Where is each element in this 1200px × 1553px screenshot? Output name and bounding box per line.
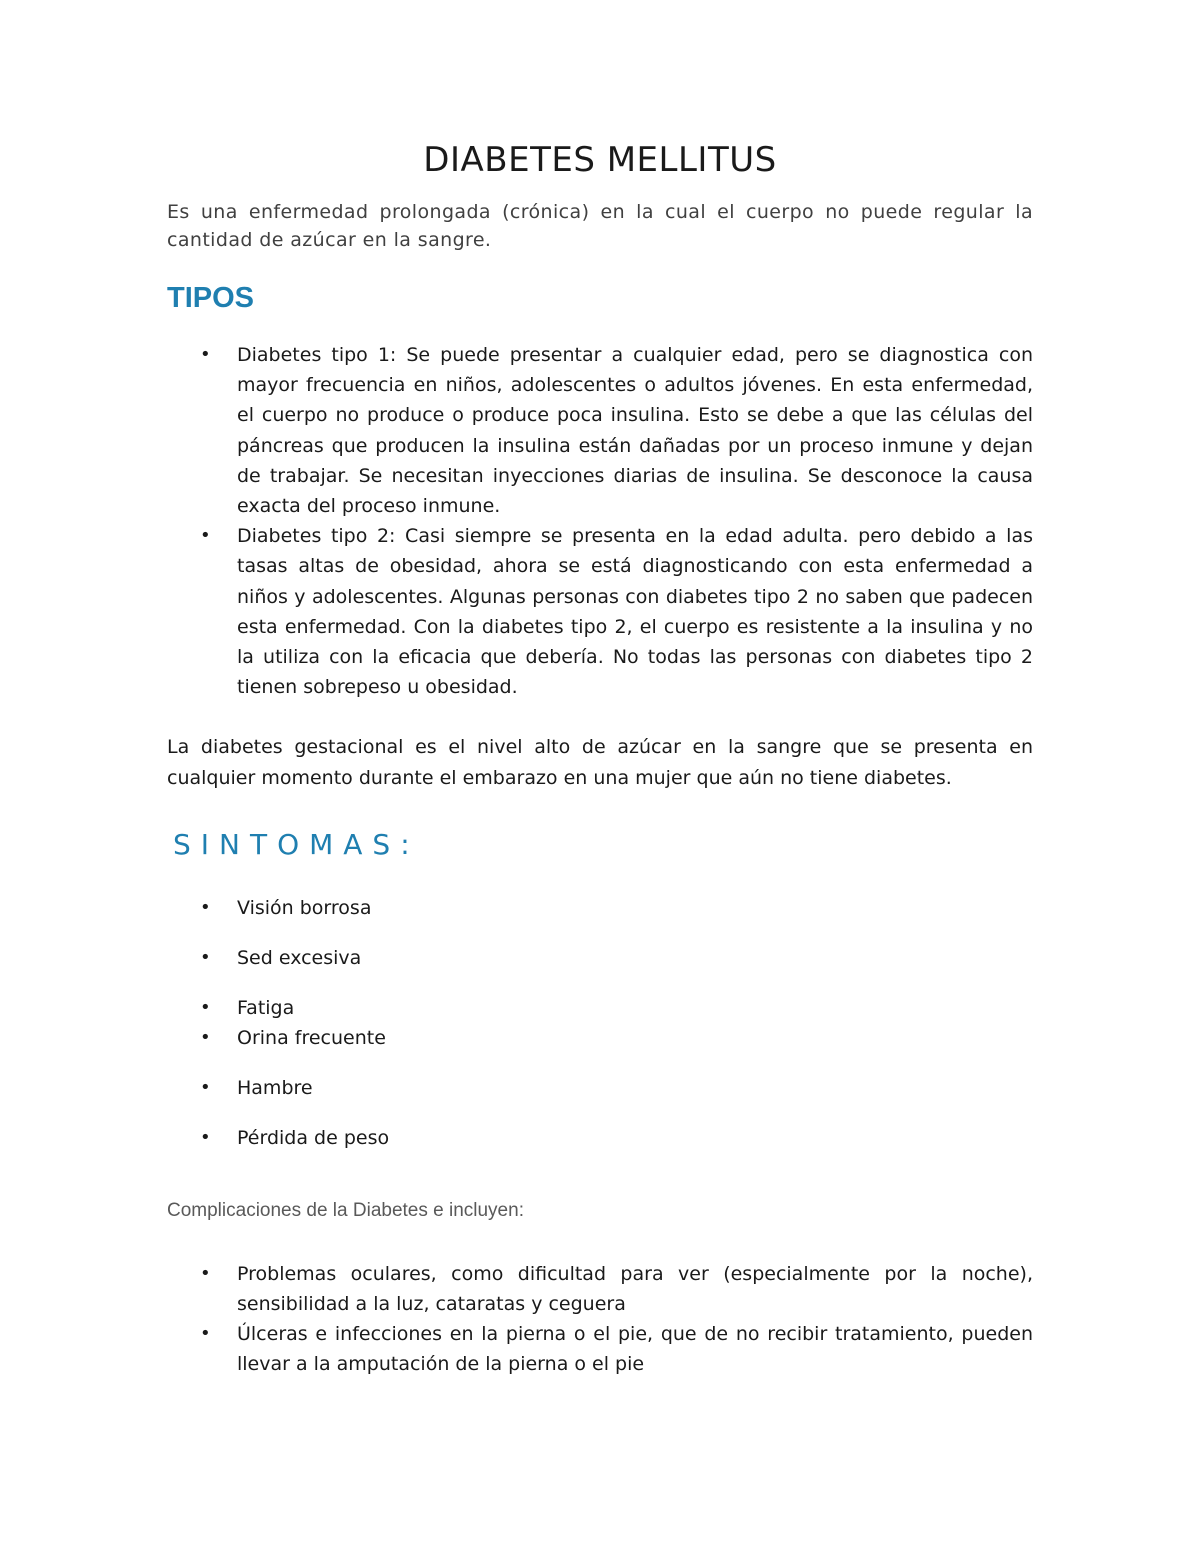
complicaciones-intro: Complicaciones de la Diabetes e incluyen: — [167, 1199, 524, 1221]
document-title: DIABETES MELLITUS — [423, 140, 777, 180]
list-item — [167, 1073, 1033, 1103]
list-item-text: Pérdida de peso — [237, 1126, 390, 1149]
list-item-text: Orina frecuente — [237, 1026, 386, 1049]
list-item — [167, 1023, 1033, 1053]
list-item-text: Sed excesiva — [237, 946, 362, 969]
list-item — [167, 993, 1033, 1023]
document-page — [167, 0, 1033, 1380]
bullet-icon: • — [200, 1126, 211, 1148]
intro-paragraph: Es una enfermedad prolongada (crónica) en la cual el cuerpo no puede regular la cantidad de azúcar en la sangre. — [167, 201, 1033, 251]
bullet-icon: • — [200, 1076, 211, 1098]
bullet-icon: • — [200, 896, 211, 918]
list-item-text: Diabetes tipo 2: Casi siempre se presenta en la edad adulta. pero debido a las tasas altas de obesidad, ahora se está diagnosticando con esta enfermedad a niños y adolescentes. Algunas personas con diabetes tipo 2 no saben que padecen esta enfermedad. Con la diabetes tipo 2, el cuerpo es resistente a la insulina y no la utiliza con la eficacia que debería. No todas las personas con diabetes tipo 2 tienen sobrepeso u obesidad. — [237, 525, 1033, 699]
list-item — [167, 1123, 1033, 1153]
sintomas-list — [167, 893, 1033, 1153]
list-item-text: Hambre — [237, 1076, 313, 1099]
bullet-icon: • — [200, 1323, 211, 1345]
list-item-text: Úlceras e infecciones en la pierna o el pie, que de no recibir tratamiento, pueden llevar a la amputación de la pierna o el pie — [237, 1323, 1033, 1376]
gestacional-paragraph: La diabetes gestacional es el nivel alto de azúcar en la sangre que se presenta en cualquier momento durante el embarazo en una mujer que aún no tiene diabetes. — [167, 736, 1033, 789]
list-item — [167, 340, 1033, 521]
list-item-text: Visión borrosa — [237, 896, 372, 919]
list-item — [167, 521, 1033, 702]
bullet-icon: • — [200, 525, 211, 547]
complicaciones-list — [167, 1259, 1033, 1380]
tipos-heading: TIPOS — [167, 282, 255, 314]
list-item — [167, 1259, 1033, 1319]
list-item — [167, 943, 1033, 973]
bullet-icon: • — [200, 1262, 211, 1284]
list-item-text: Problemas oculares, como dificultad para ver (especialmente por la noche), sensibilidad a la luz, cataratas y ceguera — [237, 1262, 1033, 1316]
list-item — [167, 893, 1033, 923]
bullet-icon: • — [200, 344, 211, 365]
bullet-icon: • — [200, 946, 211, 968]
bullet-icon: • — [200, 1026, 211, 1048]
tipos-list — [167, 340, 1033, 702]
list-item — [167, 1319, 1033, 1379]
list-item-text: Diabetes tipo 1: Se puede presentar a cualquier edad, pero se diagnostica con mayor frecuencia en niños, adolescentes o adultos jóvenes. En esta enfermedad, el cuerpo no produce o produce poca insulina. Esto se debe a que las células del páncreas que producen la insulina están dañadas por un proceso inmune y dejan de trabajar. Se necesitan inyecciones diarias de insulina. Se desconoce la causa exacta del proceso inmune. — [237, 344, 1033, 518]
list-item-text: Fatiga — [237, 996, 295, 1019]
bullet-icon: • — [200, 996, 211, 1018]
sintomas-heading: SINTOMAS: — [173, 827, 420, 861]
